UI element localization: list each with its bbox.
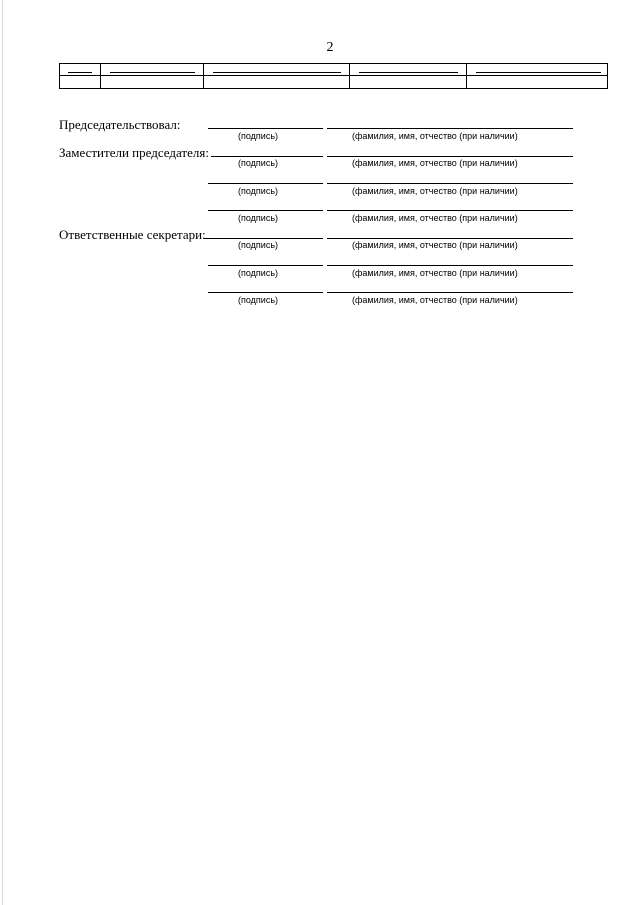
signature-line — [208, 183, 323, 184]
name-caption: (фамилия, имя, отчество (при наличии) — [352, 240, 518, 250]
table-cell-divider — [466, 76, 467, 88]
table-cell-divider — [100, 64, 101, 75]
name-line — [327, 238, 573, 239]
signature-line — [208, 128, 323, 129]
table-cell-underline — [359, 72, 458, 73]
signature-line — [208, 292, 323, 293]
table-cell-divider — [203, 76, 204, 88]
signature-caption: (подпись) — [238, 213, 279, 223]
table-cell-divider — [466, 64, 467, 75]
table-cell-underline — [68, 72, 92, 73]
table-cell-divider — [349, 76, 350, 88]
table-cell-divider — [100, 76, 101, 88]
chair-label: Председательствовал: — [59, 117, 181, 132]
table-cell-underline — [110, 72, 195, 73]
table-cell-underline — [476, 72, 601, 73]
name-caption: (фамилия, имя, отчество (при наличии) — [352, 295, 518, 305]
signature-caption: (подпись) — [238, 240, 279, 250]
table-cell-divider — [349, 64, 350, 75]
name-caption: (фамилия, имя, отчество (при наличии) — [352, 186, 518, 196]
signature-line — [208, 210, 323, 211]
signature-caption: (подпись) — [238, 186, 279, 196]
name-line — [327, 292, 573, 293]
header-table-row — [59, 76, 608, 89]
name-line — [327, 156, 573, 157]
signature-caption: (подпись) — [238, 158, 279, 168]
name-line — [327, 128, 573, 129]
table-cell-divider — [203, 64, 204, 75]
name-caption: (фамилия, имя, отчество (при наличии) — [352, 131, 518, 141]
deputies-label: Заместители председателя: — [59, 145, 209, 160]
signature-caption: (подпись) — [238, 131, 279, 141]
signature-caption: (подпись) — [238, 295, 279, 305]
name-caption: (фамилия, имя, отчество (при наличии) — [352, 268, 518, 278]
name-line — [327, 265, 573, 266]
secretaries-label: Ответственные секретари: — [59, 227, 206, 242]
signature-line — [208, 265, 323, 266]
header-table-row — [59, 63, 608, 76]
name-line — [327, 210, 573, 211]
signature-line — [211, 156, 323, 157]
signature-caption: (подпись) — [238, 268, 279, 278]
name-line — [327, 183, 573, 184]
table-cell-underline — [213, 72, 341, 73]
name-caption: (фамилия, имя, отчество (при наличии) — [352, 213, 518, 223]
signature-line — [204, 238, 323, 239]
name-caption: (фамилия, имя, отчество (при наличии) — [352, 158, 518, 168]
page-number: 2 — [326, 40, 334, 55]
